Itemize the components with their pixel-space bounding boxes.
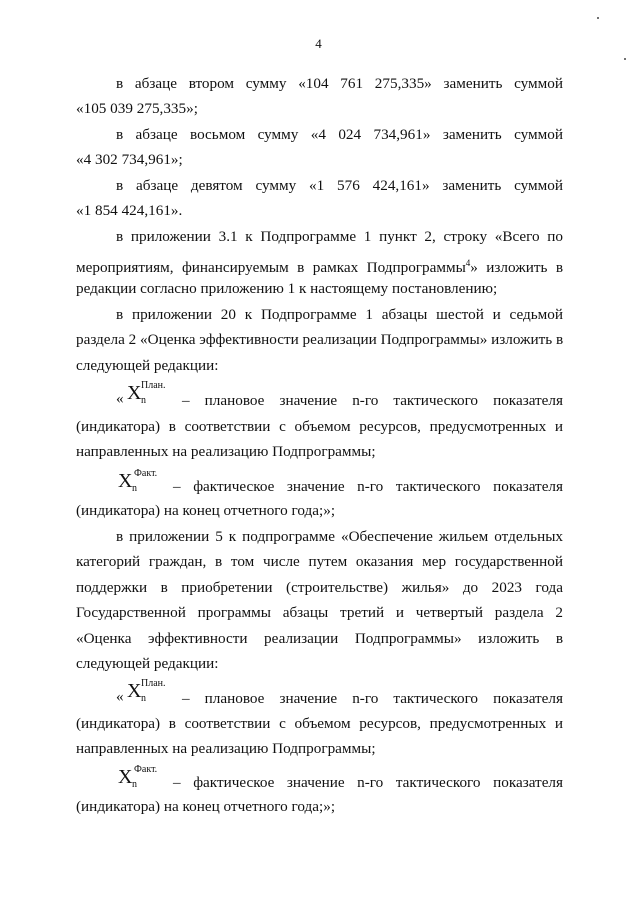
text-line: следующей редакции: — [76, 655, 219, 672]
text-line: поддержки в приобретении (строительстве) жилья» до 2023 года — [76, 579, 563, 596]
formula-description: – фактическое значение n-го тактического показателя — [173, 774, 563, 791]
text-line: «4 302 734,961»; — [76, 151, 183, 168]
text-line: (индикатора) в соответствии с объемом ресурсов, предусмотренных и — [76, 418, 563, 435]
text-line: (индикатора) в соответствии с объемом ресурсов, предусмотренных и — [76, 715, 563, 732]
text-line: раздела 2 «Оценка эффективности реализации Подпрограммы» изложить в — [76, 331, 564, 348]
formula-superscript: План. — [141, 678, 166, 689]
formula-description: – плановое значение n-го тактического показателя — [182, 690, 563, 707]
text-line: следующей редакции: — [76, 357, 219, 374]
formula-symbol: X — [118, 766, 133, 788]
text-line: в приложении 3.1 к Подпрограмме 1 пункт 2, строку «Всего по — [116, 228, 563, 245]
text-line: «1 854 424,161». — [76, 202, 183, 219]
formula-description: – фактическое значение n-го тактического показателя — [173, 478, 563, 495]
formula-plan — [76, 680, 563, 720]
text-line: в абзаце девятом сумму «1 576 424,161» заменить суммой — [116, 177, 563, 194]
scan-speck — [624, 58, 626, 60]
formula-superscript: Факт. — [134, 764, 158, 775]
text-line: в приложении 20 к Подпрограмме 1 абзацы шестой и седьмой — [116, 306, 563, 323]
text-line: в приложении 5 к подпрограмме «Обеспечение жильем отдельных — [116, 528, 563, 545]
scan-speck — [597, 17, 599, 19]
text-line: «Оценка эффективности реализации Подпрограммы» изложить в — [76, 630, 563, 647]
formula-subscript: n — [141, 693, 146, 704]
text-line: в абзаце восьмом сумму «4 024 734,961» заменить суммой — [116, 126, 563, 143]
text-line: категорий граждан, в том числе путем оказания мер государственной — [76, 553, 563, 570]
formula-superscript: План. — [141, 380, 166, 391]
formula-superscript: Факт. — [134, 468, 158, 479]
footnote-ref: 4 — [465, 258, 471, 268]
text-line: (индикатора) на конец отчетного года;»; — [76, 798, 336, 815]
formula-subscript: n — [132, 483, 137, 494]
text-line: редакции согласно приложению 1 к настоящему постановлению; — [76, 280, 498, 297]
formula-plan — [76, 382, 563, 422]
formula-symbol: X — [127, 680, 142, 702]
text-line: направленных на реализацию Подпрограммы; — [76, 443, 376, 460]
text-line: Государственной программы абзацы третий и четвертый раздела 2 — [76, 604, 563, 621]
text-line: направленных на реализацию Подпрограммы; — [76, 740, 376, 757]
text-line: в абзаце втором сумму «104 761 275,335» заменить суммой — [116, 75, 563, 92]
formula-description: – плановое значение n-го тактического показателя — [182, 392, 563, 409]
formula-subscript: n — [132, 779, 137, 790]
open-quote: « — [116, 688, 124, 705]
formula-subscript: n — [141, 395, 146, 406]
open-quote: « — [116, 390, 124, 407]
formula-symbol: X — [127, 382, 142, 404]
text-line — [76, 254, 563, 277]
text-line: «105 039 275,335»; — [76, 100, 198, 117]
text-line: (индикатора) на конец отчетного года;»; — [76, 502, 336, 519]
text-span: мероприятиям, финансируемым в рамках Подпрограммы — [76, 259, 466, 277]
text-span: » изложить в — [470, 259, 564, 277]
formula-symbol: X — [118, 470, 133, 492]
page-number: 4 — [315, 36, 322, 51]
